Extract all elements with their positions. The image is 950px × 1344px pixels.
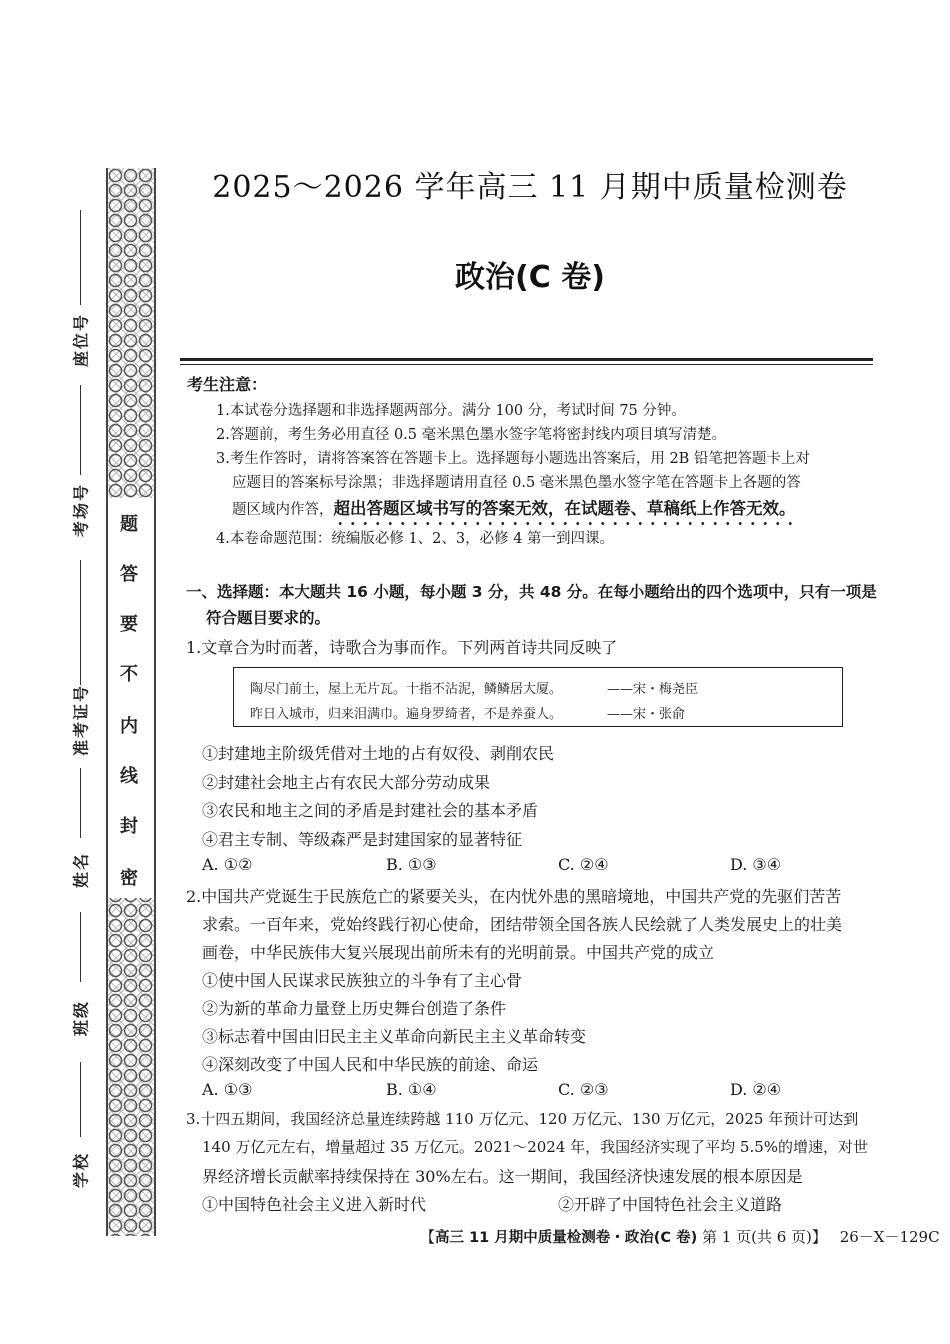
q2-stem-line-3: 画卷，中华民族伟大复兴展现出前所未有的光明前景。中国共产党的成立 — [202, 943, 715, 962]
seal-warning-box — [108, 498, 154, 898]
q2-statement-1: ①使中国人民谋求民族独立的斗争有了主心骨 — [202, 971, 523, 990]
q2-statement-2: ②为新的革命力量登上历史舞台创造了条件 — [202, 999, 507, 1018]
notice-item-3-line-3 — [232, 495, 796, 519]
q1-option-b: B. ①③ — [386, 855, 437, 874]
seat-number-line — [80, 210, 81, 305]
q2-option-c: C. ②③ — [558, 1080, 609, 1099]
notice-heading: 考生注意： — [187, 375, 268, 394]
q1-statement-3: ③农民和地主之间的矛盾是封建社会的基本矛盾 — [202, 801, 539, 820]
question-1-stem: 1.文章合为时而著，诗歌合为事而作。下列两首诗共同反映了 — [186, 638, 618, 657]
admission-number-line — [80, 560, 81, 685]
exam-room-line — [80, 385, 81, 475]
q2-stem-line-2: 求索。一百年来，党始终践行初心使命，团结带领全国各族人民绘就了人类发展史上的壮美 — [202, 915, 843, 934]
q2-stem-line-1: 2.中国共产党诞生于民族危亡的紧要关头，在内忧外患的黑暗境地，中国共产党的先驱们苦苦 — [186, 887, 842, 906]
class-line — [80, 912, 81, 982]
q2-statement-3: ③标志着中国由旧民主主义革命向新民主主义革命转变 — [202, 1027, 587, 1046]
q1-statement-4: ④君主专制、等级森严是封建国家的显著特征 — [202, 830, 523, 849]
footer-page: 第 1 页(共 6 页) — [702, 1228, 812, 1246]
q3-stem-line-2: 140 万亿元左右，增量超过 35 万亿元。2021～2024 年，我国经济实现了平均 5.5%的增速，对世 — [202, 1138, 869, 1156]
notice-item-2: 2.答题前，考生务必用直径 0.5 毫米黑色墨水签字笔将密封线内项目填写清楚。 — [216, 427, 727, 443]
field-label-seat: 座位号 — [71, 312, 91, 368]
school-line — [80, 1062, 81, 1137]
footer-bracket-close: 】 — [811, 1228, 827, 1246]
seal-char: 要 — [120, 614, 138, 635]
seal-char: 不 — [120, 664, 138, 685]
page-title: 2025～2026 学年高三 11 月期中质量检测卷 — [212, 170, 848, 205]
q1-statement-2: ②封建社会地主占有农民大部分劳动成果 — [202, 773, 491, 792]
seal-char: 题 — [120, 514, 138, 535]
section-heading-line-1: 一、选择题：本大题共 16 小题，每小题 3 分，共 48 分。在每小题给出的四个选项中，只有一项是 — [186, 583, 877, 601]
poem-2-author: ——宋・张俞 — [607, 707, 686, 722]
q1-option-d: D. ③④ — [730, 855, 782, 874]
header-rule-thick — [180, 358, 873, 361]
field-label-name: 姓名 — [71, 851, 91, 889]
section-heading-line-2: 符合题目要求的。 — [206, 609, 331, 627]
notice-item-3-text: 题区域内作答， — [232, 502, 334, 518]
page-footer — [420, 1226, 940, 1247]
q2-statement-4: ④深刻改变了中国人民和中华民族的前途、命运 — [202, 1055, 539, 1074]
q2-option-a: A. ①③ — [202, 1080, 253, 1099]
notice-item-4: 4.本卷命题范围：统编版必修 1、2、3，必修 4 第一到四课。 — [216, 531, 615, 547]
header-rule-thin — [180, 364, 873, 365]
notice-item-1: 1.本试卷分选择题和非选择题两部分。满分 100 分，考试时间 75 分钟。 — [216, 403, 686, 419]
page-subtitle: 政治(C 卷) — [455, 260, 605, 295]
field-label-school: 学校 — [71, 1151, 91, 1189]
q3-statement-1: ①中国特色社会主义进入新时代 — [202, 1195, 427, 1214]
notice-item-3-line-1: 3.考生作答时，请将答案答在答题卡上。选择题每小题选出答案后，用 2B 铅笔把答题卡上对 — [216, 451, 810, 467]
q3-statement-2: ②开辟了中国特色社会主义道路 — [558, 1195, 783, 1214]
q1-option-c: C. ②④ — [558, 855, 609, 874]
notice-emphasis: 超出答题区域书写的答案无效，在试题卷、草稿纸上作答无效。 — [333, 499, 796, 518]
field-label-exam-room: 考场号 — [71, 482, 91, 538]
q3-stem-line-1: 3.十四五期间，我国经济总量连续跨越 110 万亿元、120 万亿元、130 万亿元，2025 年预计可达到 — [186, 1110, 859, 1128]
seal-char: 内 — [120, 716, 138, 737]
name-line — [80, 768, 81, 838]
seal-char: 线 — [120, 766, 138, 787]
field-label-class: 班级 — [71, 999, 91, 1037]
seal-char: 封 — [120, 816, 138, 837]
footer-title: 高三 11 月期中质量检测卷・政治(C 卷) — [435, 1230, 698, 1246]
q2-option-b: B. ①④ — [386, 1080, 437, 1099]
field-label-admission-number: 准考证号 — [71, 683, 91, 757]
poem-2-text: 昨日入城市，归来泪满巾。遍身罗绮者，不是养蚕人。 — [250, 707, 563, 722]
seal-char: 密 — [120, 868, 138, 889]
notice-item-3-line-2: 应题目的答案标号涂黑；非选择题请用直径 0.5 毫米黑色墨水签字笔在答题卡上各题的答 — [232, 475, 801, 491]
q3-stem-line-3: 界经济增长贡献率持续保持在 30%左右。这一期间，我国经济快速发展的根本原因是 — [202, 1167, 803, 1186]
poem-1-text: 陶尽门前土，屋上无片瓦。十指不沾泥，鳞鳞居大厦。 — [250, 682, 563, 697]
poem-1-author: ——宋・梅尧臣 — [607, 682, 699, 697]
q1-statement-1: ①封建地主阶级凭借对土地的占有奴役、剥削农民 — [202, 744, 555, 763]
footer-bracket-open: 【 — [420, 1228, 436, 1246]
footer-code: 26－X－129C — [839, 1228, 940, 1246]
q2-option-d: D. ②④ — [730, 1080, 782, 1099]
q1-option-a: A. ①② — [202, 855, 253, 874]
seal-char: 答 — [120, 564, 138, 585]
